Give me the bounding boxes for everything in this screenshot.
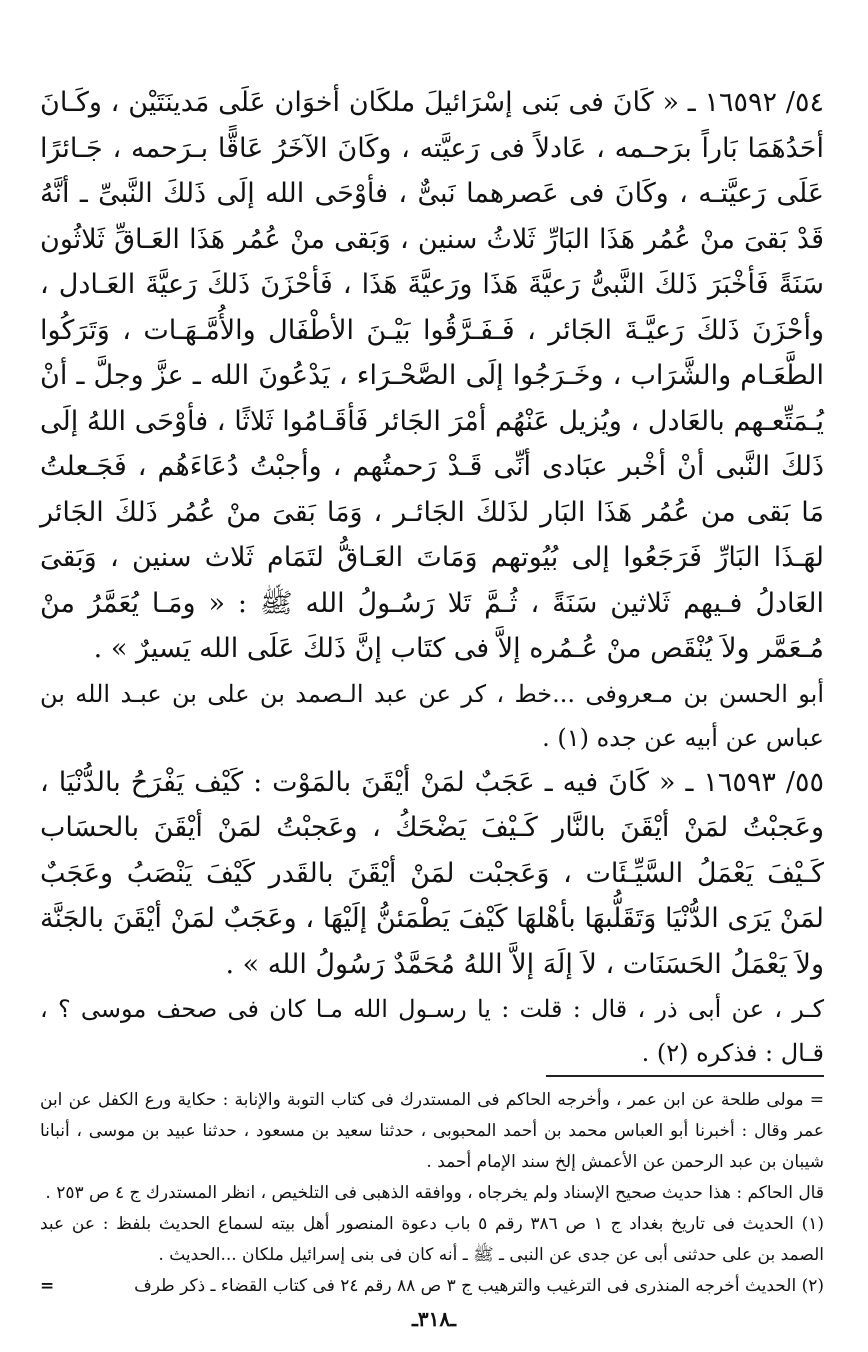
footnote-2 <box>40 1271 824 1302</box>
footnote-continuation-2: قال الحاكم : هذا حديث صحيح الإسناد ولم يخرجاه ، ووافقه الذهبى فى التلخيص ، انظر المستدرك ج ٤ ص ٢٥٣ . <box>45 1183 824 1203</box>
footnote-separator <box>546 1075 824 1077</box>
hadith-55-text: ٥٥/ ١٦٥٩٣ ـ « كَانَ فيه ـ عَجَبٌ لمَنْ أيْقَنَ بالمَوْت : كَيْف يَفْرَحُ بالدُّنْيَا ، وعَجبْتُ لمَنْ أيْقَنَ بالنَّار كَـيْفَ يَضْحَكُ ، وعَجبْتُ لمَنْ أيْقَنَ بالحسَاب كَـيْفَ يَعْمَلُ السَّيِّـئَات ، وَعَجبْت لمَنْ أيْقَنَ بالقَدر كَيْفَ يَنْصَبُ وعَجَبٌ لمَنْ يَرَى الدُّنْيَا وَتَقَلُّبهَا بأهْلهَا كَيْفَ يَطْمَئنُّ إلَيْهَا ، وعَجَبٌ لمَنْ أيْقَنَ بالجَنَّة ولاَ يَعْمَلُ الحَسَنَات ، لاَ إلَهَ إلاَّ اللهُ مُحَمَّدٌ رَسُولُ الله » . <box>40 766 824 980</box>
hadith-54-source: أبو الحسن بن مـعروفى ...خط ، كر عن عبد الـصمد بن على بن عبـد الله بن عباس عن أبيه عن جده (١) . <box>40 679 824 752</box>
footnote-continuation-1: = مولى طلحة عن ابن عمر ، وأخرجه الحاكم فى المستدرك فى كتاب التوبة والإنابة : حكاية ورع الكفل عن ابن عمر وقال : أخبرنا أبو العباس محمد بن أحمد المحبوبى ، حدثنا سعيد بن مسعود ، حدثنا عبيد بن موسى ، أنبانا شيبان بن عبد الرحمن عن الأعمش إلخ سند الإمام أحمد . <box>40 1090 824 1172</box>
page-number: ـ٣١٨ـ <box>412 1307 456 1331</box>
hadith-54-text: ٥٤/ ١٦٥٩٢ ـ « كَانَ فى بَنى إسْرَائيلَ ملكَان أخوَان عَلَى مَدينَتَيْن ، وكَـانَ أحَدُهَمَا بَاراً برَحـمه ، عَادلاً فى رَعيَّته ، وكَانَ الآخَرُ عَاقًّا بـرَحمه ، جَـائرًا عَلَى رَعيَّتـه ، وكَانَ فى عَصرهما نَبىٌّ ، فأوْحَى الله إلَى ذَلكَ النَّبىِّ ـ أنَّهُ قَدْ بَقىَ منْ عُمُر هَذَا البَارِّ ثَلاثُ سنين ، وَبَقى منْ عُمُر هَذَا العَـاقِّ ثَلاثُون سَنَةً فَأخْبَرَ ذَلكَ النَّبىُّ رَعيَّةَ هَذَا ورَعيَّةَ هَذَا ، فَأحْزَنَ ذَلكَ رَعيَّةَ العَـادل ، وأحْزَنَ ذَلكَ رَعيَّـةَ الجَائر ، فَـفَـرَّقُوا بَيْـنَ الأطْفَال والأُمَّـهَـات ، وَتَرَكُوا الطَّعَـام والشَّرَاب ، وخَـرَجُوا إلَى الصَّحْـرَاء ، يَدْعُونَ الله ـ عزَّ وجلَّ ـ أنْ يُـمَتِّعـهم بالعَادل ، ويُزيل عَنْهُم أمْرَ الجَائر فَأقَـامُوا ثَلاثًا ، فأوْحَى اللهُ إلَى ذَلكَ النَّبى أنْ أخْبر عبَادى أنِّى قَـدْ رَحمتُهم ، وأجبْتُ دُعَاءَهُم ، فَجَـعلتُ مَا بَقى من عُمُر هَذَا البَار لذَلكَ الجَائـر ، وَمَا بَقىَ منْ عُمُر ذَلكَ الجَائر لهَـذَا البَارِّ فَرَجَعُوا إلى بُيُوتهم وَمَاتَ العَـاقُّ لتَمَام ثَلاث سنين ، وَبَقىَ العَادلُ فـيهم ثَلاثين سَنَةً ، ثُـمَّ تَلا رَسُـولُ الله ﷺ : « ومَـا يُعَمَّرُ منْ مُـعَمَّر ولاَ يُنْقَص منْ عُـمُره إلاَّ فى كتَاب إنَّ ذَلكَ عَلَى الله يَسيرٌ » . <box>40 87 824 664</box>
footnote-2-text: (٢) الحديث أخرجه المنذرى فى الترغيب والترهيب ج ٣ ص ٨٨ رقم ٢٤ فى كتاب القضاء ـ ذكر طرف <box>134 1276 824 1296</box>
footnotes <box>40 1085 824 1302</box>
footnote-separator-wrap <box>40 1075 824 1079</box>
footnote-1: (١) الحديث فى تاريخ بغداد ج ١ ص ٣٨٦ رقم ٥ باب دعوة المنصور أهل بيته لسماع الحديث بلفظ : عن عبد الصمد بن على حدثنى أبى عن جدى عن النبى ـ ﷺ ـ أنه كان فى بنى إسرائيل ملكان ...الحديث . <box>40 1214 824 1265</box>
footnote-2-continuation-marker: = <box>40 1276 55 1296</box>
hadith-55-source: كـر ، عن أبى ذر ، قال : قلت : يا رسـول الله مـا كان فى صحف موسى ؟ ، قـال : فذكره (٢) . <box>40 995 824 1067</box>
